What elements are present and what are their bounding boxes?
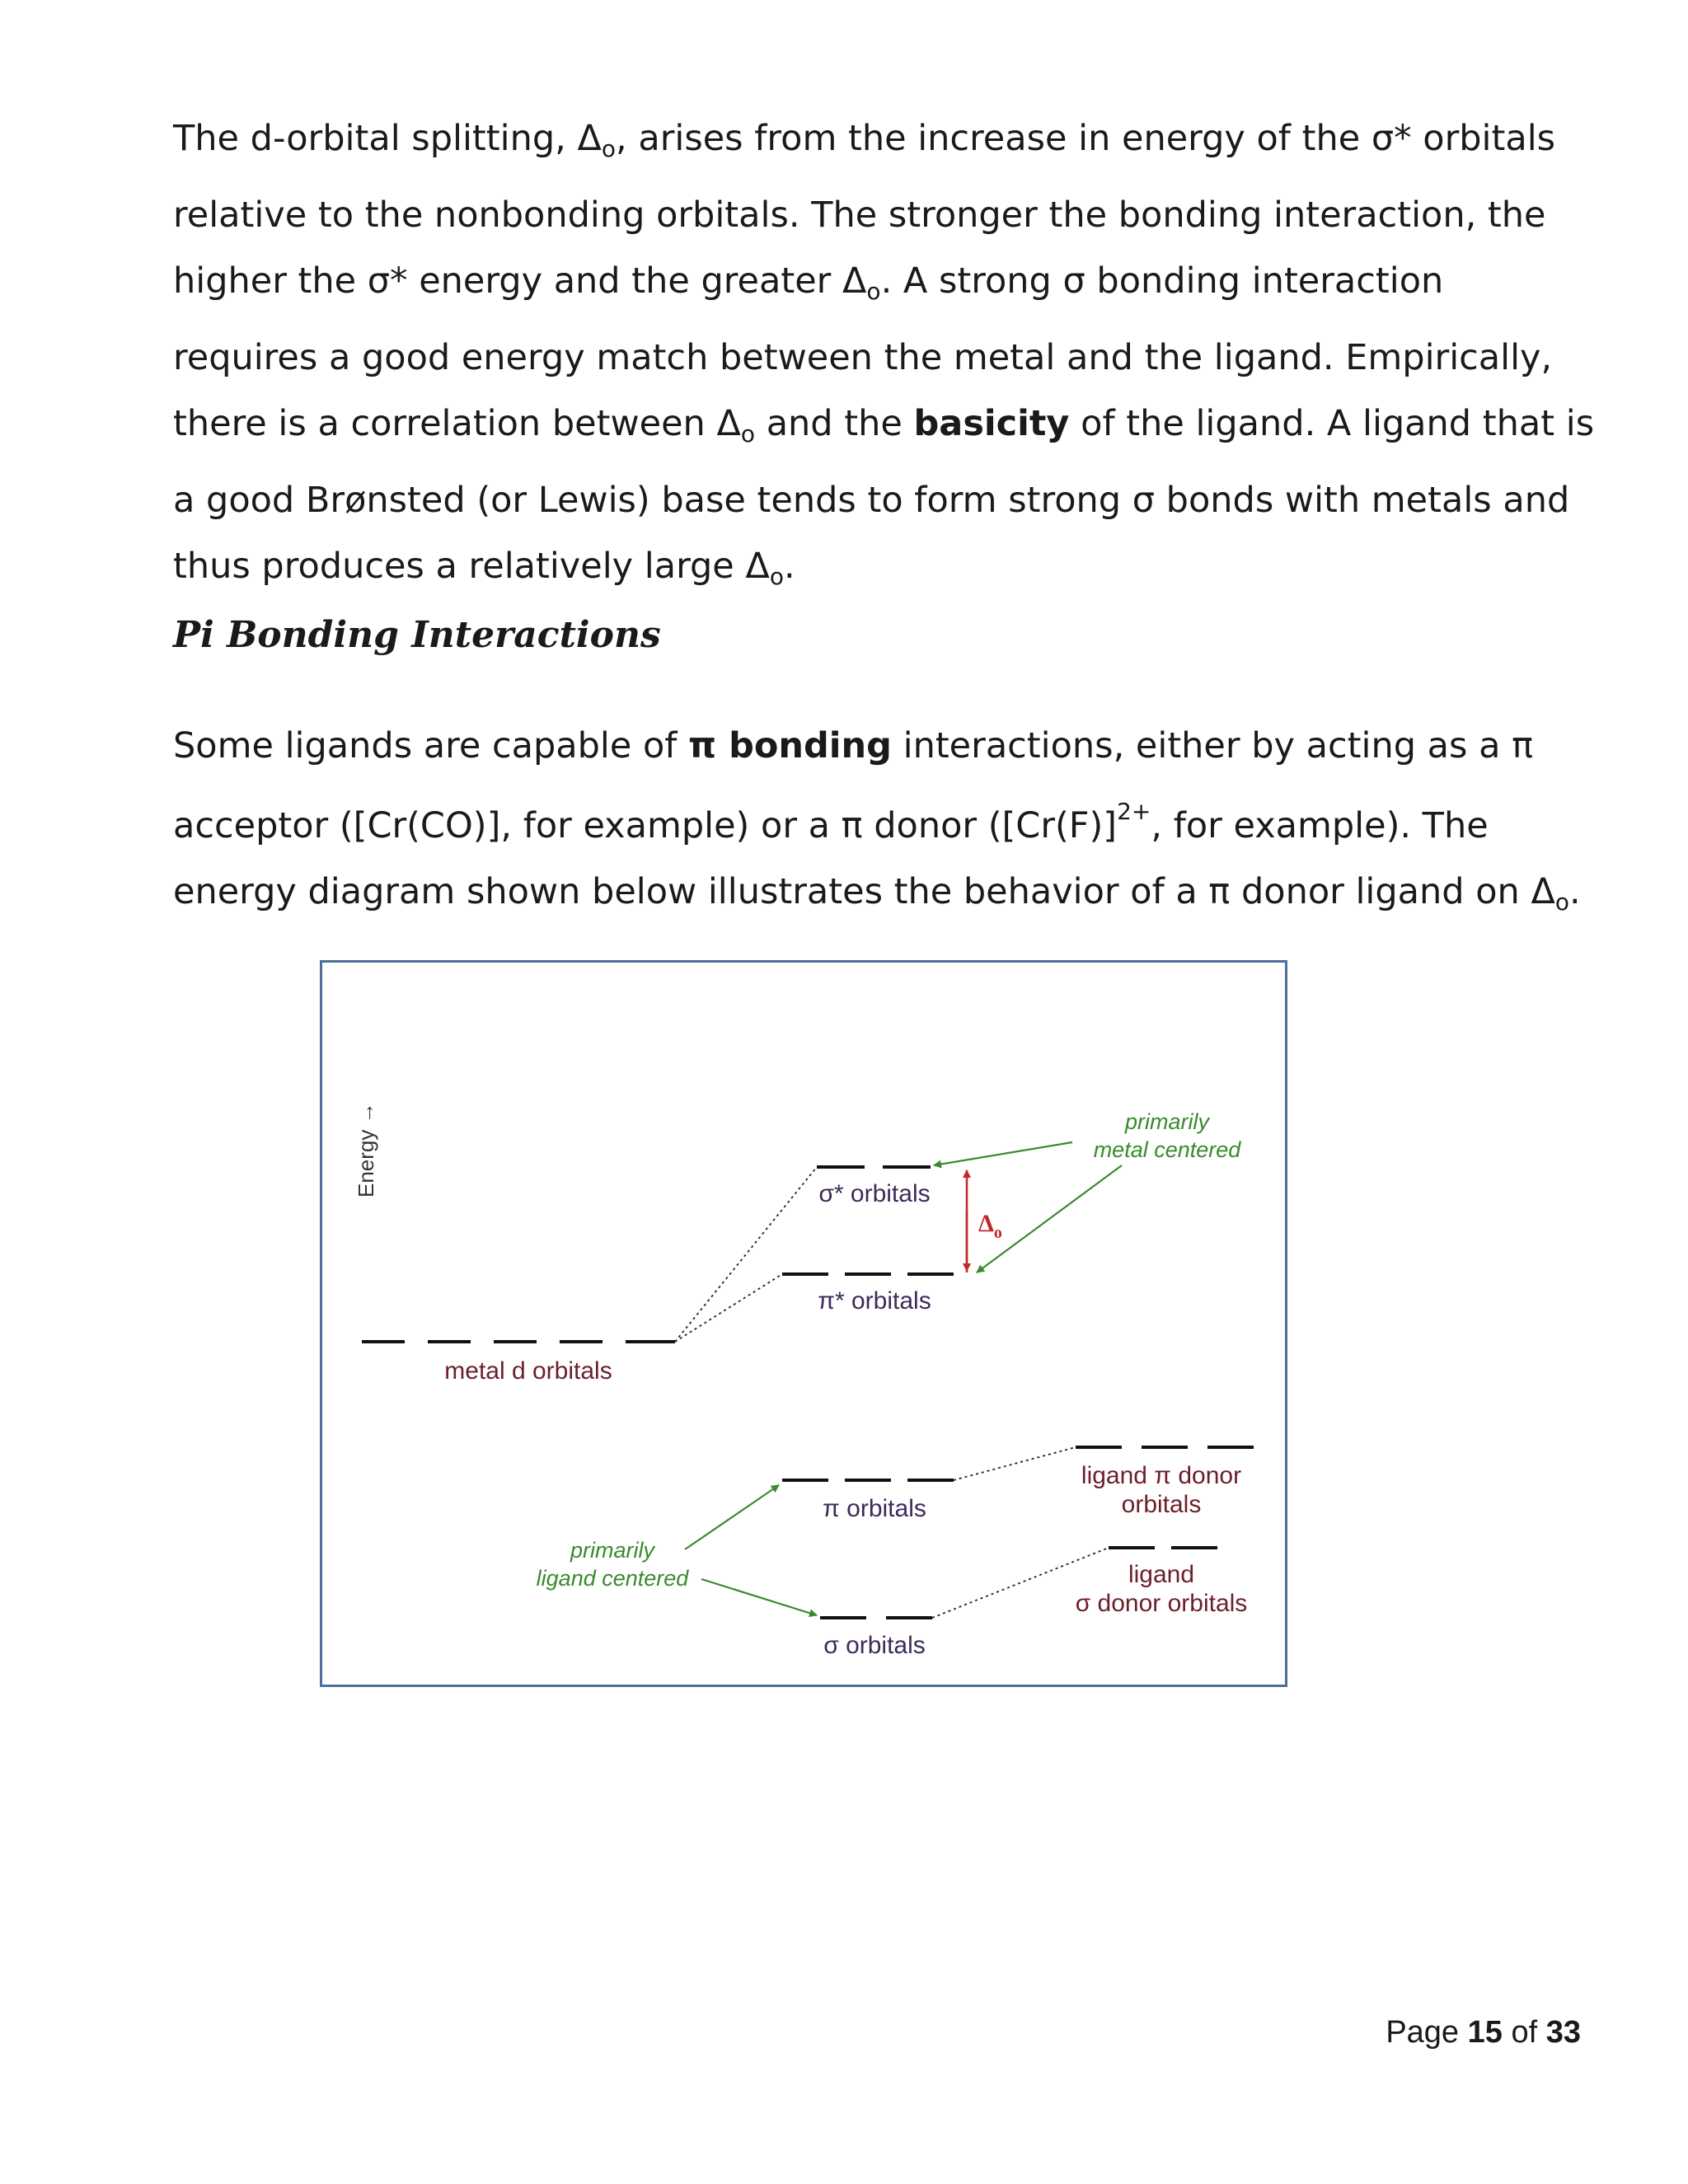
energy-axis-label: Energy → (354, 1102, 378, 1197)
sigma-star-label: σ* orbitals (818, 1180, 931, 1207)
delta-o-label: $\Delta_o$ (978, 1210, 1002, 1242)
page-number: 15 (1467, 2015, 1503, 2050)
metal-centered-label-1: primarily (1124, 1109, 1210, 1134)
ligand-centered-label-2: ligand centered (536, 1566, 689, 1591)
sigma-label: σ orbitals (823, 1632, 926, 1659)
paragraph-sigma-bonding: The d-orbital splitting, $\Delta_o$, arises from the increase in energy of the σ* orbitals relative to the nonbonding orbitals. The stronger the bonding interaction, the higher the σ* energy and the greater $\Delta_o$. A strong σ bonding interaction requires a good energy match between the metal and the ligand. Empirically, there is a correlation between $\Delta_o$ and the basicity of the ligand. A ligand that is a good Brønsted (or Lewis) base tends to form strong σ bonds with metals and thus produces a relatively large $\Delta_o$. (173, 118, 1595, 590)
term-basicity: basicity (913, 403, 1070, 444)
ligand-sigma-label-1: ligand (1128, 1561, 1195, 1588)
metal-centered-label-2: metal centered (1093, 1137, 1241, 1162)
paragraph-pi-bonding: Some ligands are capable of π bonding interactions, either by acting as a π acceptor ([Cr(CO)], for example) or a π donor ($[Cr(F)]^{2+}$, for example). The energy diagram shown below illustrates the behavior of a π donor ligand on $\Delta_o$. (173, 725, 1581, 916)
term-pi-bonding: π bonding (688, 725, 892, 766)
metal-connectors (675, 1167, 817, 1342)
energy-diagram (320, 960, 1287, 1687)
metal-d-label: metal d orbitals (444, 1357, 612, 1385)
pi-label: π orbitals (823, 1495, 926, 1522)
ligand-pi-label-1: ligand π donor (1081, 1462, 1242, 1489)
ligand-pi-label-2: orbitals (1121, 1491, 1202, 1518)
ligand-centered-label-1: primarily (570, 1538, 655, 1563)
ligand-sigma-label-2: σ donor orbitals (1075, 1590, 1248, 1617)
ligand-centered-arrows (685, 1485, 817, 1615)
energy-diagram-svg (322, 963, 1285, 1685)
section-heading: Pi Bonding Interactions (173, 614, 661, 656)
page-total: 33 (1545, 2015, 1581, 2050)
pi-star-label: π* orbitals (818, 1287, 931, 1315)
page-footer: Page 15 of 33 (1386, 2015, 1581, 2050)
